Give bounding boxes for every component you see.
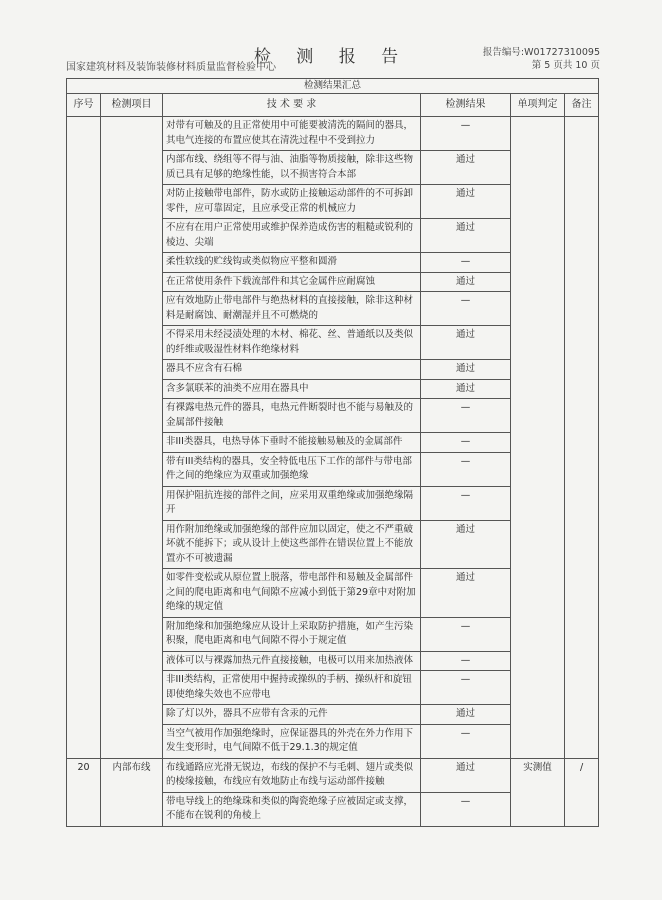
result-text: 通过	[421, 326, 511, 360]
org-name: 国家建筑材料及装饰装修材料质量监督检验中心	[66, 62, 276, 73]
row-number: 20	[67, 758, 101, 826]
verdict-text: 实测值	[511, 758, 565, 826]
requirement-text: 含多氯联苯的油类不应用在器具中	[163, 379, 421, 399]
result-text: —	[421, 486, 511, 520]
result-text: 通过	[421, 705, 511, 725]
requirement-text: 对防止接触带电部件，防水或防止接触运动部件的不可拆卸零件，应可靠固定，且应承受正常的机械应力	[163, 185, 421, 219]
result-text: —	[421, 253, 511, 273]
requirement-text: 不得采用未经浸渍处理的木材、棉花、丝、普通纸以及类似的纤维或吸湿性材料作绝缘材料	[163, 326, 421, 360]
item-cell-prev	[101, 117, 163, 759]
results-table	[66, 78, 599, 827]
requirement-text: 带电导线上的绝缘珠和类似的陶瓷绝缘子应被固定或支撑，不能布在锐利的角棱上	[163, 792, 421, 826]
requirement-text: 对带有可触及的且正常使用中可能要被清洗的隔间的器具，其电气连接的布置应使其在清洗过程中不受到拉力	[163, 117, 421, 151]
verdict-cell-prev	[511, 117, 565, 759]
result-text: 通过	[421, 758, 511, 792]
col-header-num: 序号	[67, 94, 101, 117]
requirement-text: 用保护阻抗连接的部件之间，应采用双重绝缘或加强绝缘隔开	[163, 486, 421, 520]
result-text: 通过	[421, 272, 511, 292]
col-header-item: 检测项目	[101, 94, 163, 117]
requirement-text: 在正常使用条件下载流部件和其它金属件应耐腐蚀	[163, 272, 421, 292]
requirement-text: 布线通路应光滑无锐边，布线的保护不与毛刺、翅片或类似的棱缘接触，布线应有效地防止布线与运动部件接触	[163, 758, 421, 792]
result-text: 通过	[421, 360, 511, 380]
result-text: —	[421, 399, 511, 433]
requirement-text: 附加绝缘和加强绝缘应从设计上采取防护措施，如产生污染积聚，爬电距离和电气间隙不得小于规定值	[163, 617, 421, 651]
result-text: —	[421, 117, 511, 151]
requirement-text: 带有III类结构的器具，安全特低电压下工作的部件与带电部件之间的绝缘应为双重或加强绝缘	[163, 452, 421, 486]
remark-cell-prev	[565, 117, 599, 759]
result-text: —	[421, 671, 511, 705]
num-cell-prev	[67, 117, 101, 759]
result-text: 通过	[421, 520, 511, 569]
result-text: 通过	[421, 379, 511, 399]
col-header-req: 技 术 要 求	[163, 94, 421, 117]
requirement-text: 器具不应含有石棉	[163, 360, 421, 380]
col-header-result: 检测结果	[421, 94, 511, 117]
result-text: 通过	[421, 185, 511, 219]
result-text: —	[421, 792, 511, 826]
page-title: 检 测 报 告	[253, 47, 409, 67]
col-header-verdict: 单项判定	[511, 94, 565, 117]
col-header-remark: 备注	[565, 94, 599, 117]
header-row	[67, 94, 599, 117]
report-number: 报告编号:W01727310095	[482, 47, 600, 58]
page-number: 第 5 页共 10 页	[531, 60, 600, 71]
requirement-text: 液体可以与裸露加热元件直接接触，电极可以用来加热液体	[163, 651, 421, 671]
summary-row	[67, 79, 599, 94]
summary-title: 检测结果汇总	[67, 79, 599, 94]
result-text: —	[421, 433, 511, 453]
result-text: —	[421, 292, 511, 326]
result-text: 通过	[421, 219, 511, 253]
requirement-text: 不应有在用户正常使用或维护保养造成伤害的粗糙或锐利的棱边、尖端	[163, 219, 421, 253]
table-row	[67, 117, 599, 151]
requirement-text: 应有效地防止带电部件与绝热材料的直接接触，除非这种材料是耐腐蚀、耐潮湿并且不可燃烧的	[163, 292, 421, 326]
requirement-text: 用作附加绝缘或加强绝缘的部件应加以固定，使之不严重破坏就不能拆下；或从设计上使这些部件在错误位置上不能放置亦不可被遗漏	[163, 520, 421, 569]
requirement-text: 柔性软线的贮线钩或类似物应平整和圆滑	[163, 253, 421, 273]
requirement-text: 除了灯以外，器具不应带有含汞的元件	[163, 705, 421, 725]
result-text: 通过	[421, 151, 511, 185]
item-name: 内部布线	[101, 758, 163, 826]
requirement-text: 如零件变松或从原位置上脱落，带电部件和易触及金属部件之间的爬电距离和电气间隙不应减小到低于第29章中对附加绝缘的规定值	[163, 569, 421, 618]
requirement-text: 非III类器具，电热导体下垂时不能接触易触及的金属部件	[163, 433, 421, 453]
requirement-text: 有裸露电热元件的器具，电热元件断裂时也不能与易触及的金属部件接触	[163, 399, 421, 433]
result-text: —	[421, 651, 511, 671]
requirement-text: 当空气被用作加强绝缘时，应保证器具的外壳在外力作用下发生变形时，电气间隙不低于29.1.3的规定值	[163, 724, 421, 758]
requirement-text: 内部布线、绕组等不得与油、油脂等物质接触，除非这些物质已具有足够的绝缘性能，以不损害符合本部	[163, 151, 421, 185]
result-text: —	[421, 452, 511, 486]
table-row	[67, 758, 599, 792]
requirement-text: 非III类结构，正常使用中握持或操纵的手柄、操纵杆和旋钮即使绝缘失效也不应带电	[163, 671, 421, 705]
result-text: —	[421, 617, 511, 651]
remark-text: /	[565, 758, 599, 826]
result-text: 通过	[421, 569, 511, 618]
result-text: —	[421, 724, 511, 758]
